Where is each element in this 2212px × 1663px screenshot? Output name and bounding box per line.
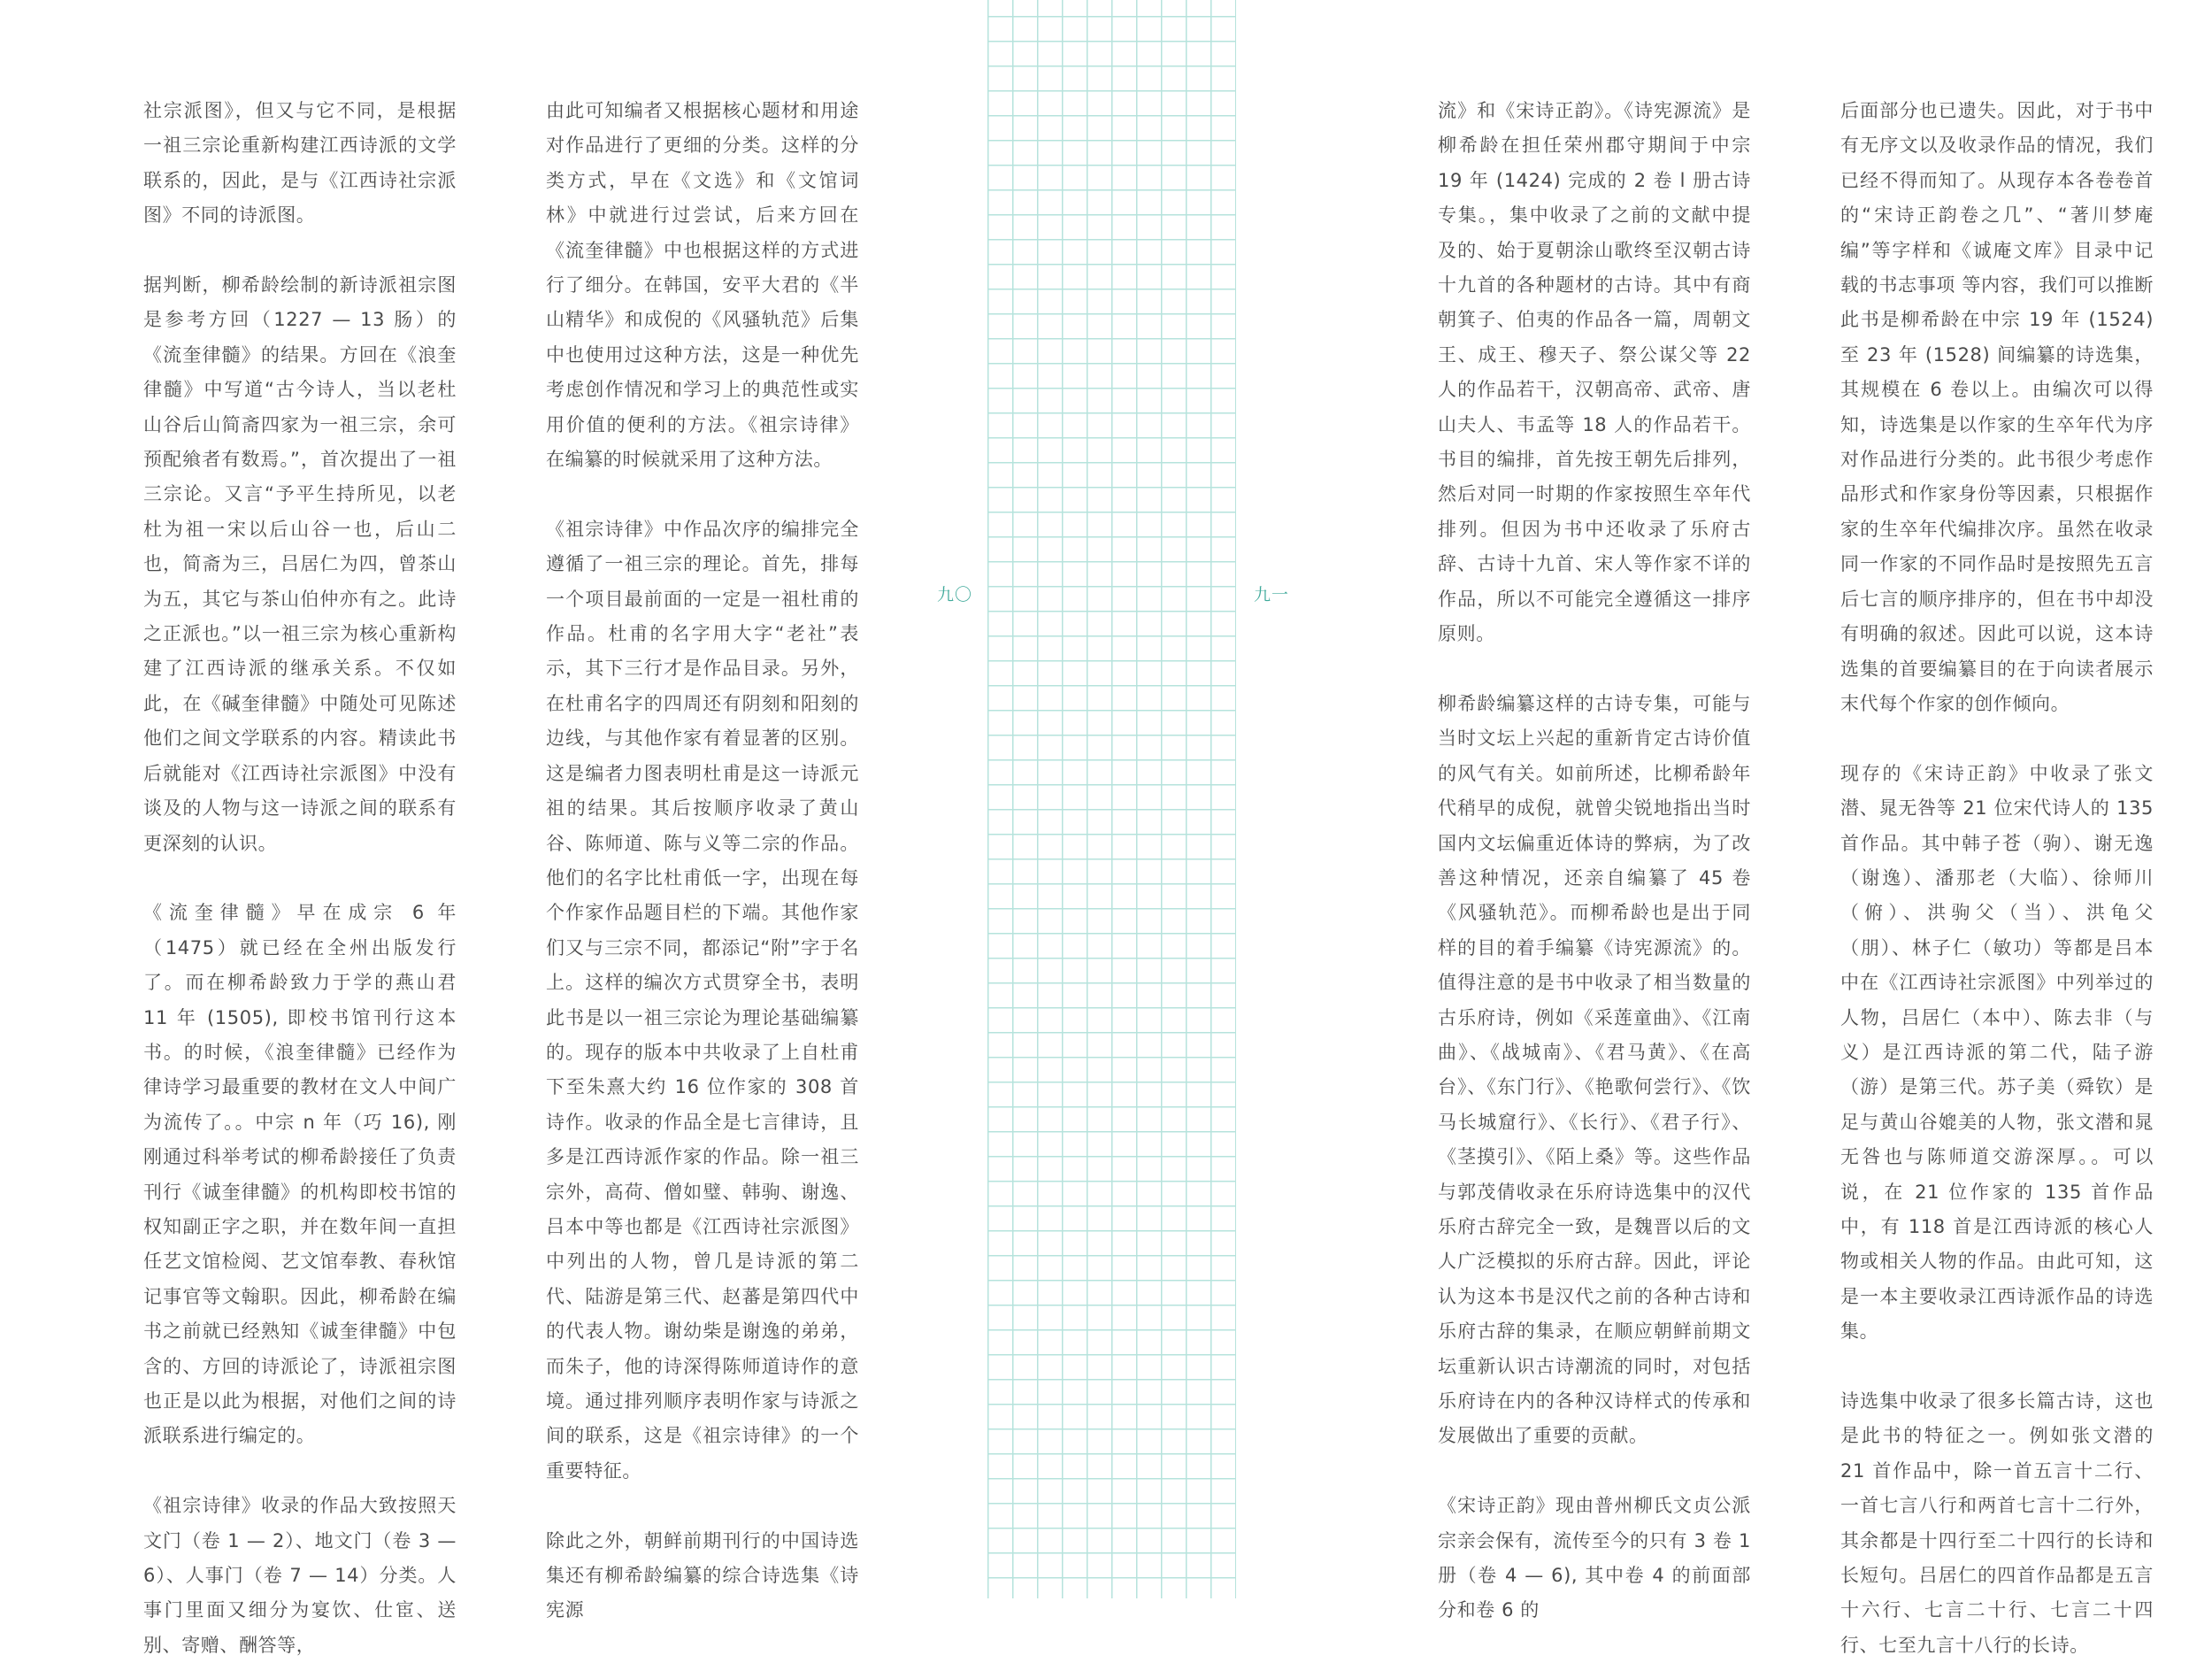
text-column-right-inner xyxy=(1438,94,1751,1628)
text-column-right-outer xyxy=(1840,94,2154,1663)
page-number-right: 九一 xyxy=(1254,585,1290,604)
text-column-left-inner xyxy=(546,94,859,1628)
paragraph: 柳希龄编纂这样的古诗专集，可能与当时文坛上兴起的重新肯定古诗价值的风气有关。如前所述，比柳希龄年代稍早的成倪，就曾尖锐地指出当时国内文坛偏重近体诗的弊病，为了改善这种情况，还亲自编纂了 45 卷《风骚轨范》。而柳希龄也是出于同样的目的着手编纂《诗宪源流》的。值得注意的是书中收录了相当数量的古乐府诗，例如《采莲童曲》、《江南曲》、《战城南》、《君马黄》、《在高台》、《东门行》、《艳歌何尝行》、《饮马长城窟行》、《长行》、《君子行》、《茎摸引》、《陌上桑》等。这些作品与郭茂倩收录在乐府诗选集中的汉代乐府古辞完全一致，是魏晋以后的文人广泛模拟的乐府古辞。因此，评论认为这本书是汉代之前的各种古诗和乐府古辞的集录，在顺应朝鲜前期文坛重新认识古诗潮流的同时，对包括乐府诗在内的各种汉诗样式的传承和发展做出了重要的贡献。 xyxy=(1438,692,1751,1447)
paragraph: 流》和《宋诗正韵》。《诗宪源流》是柳希龄在担任荣州郡守期间于中宗 19 年 (1424) 完成的 2 卷 l 册古诗专集。，集中收录了之前的文献中提及的、始于夏朝涂山歌终至汉朝古诗十九首的各种题材的古诗。其中有商朝箕子、伯夷的作品各一篇，周朝文王、成王、穆天子、祭公谋父等 22 人的作品若干，汉朝高帝、武帝、唐山夫人、韦孟等 18 人的作品若干。书目的编排，首先按王朝先后排列，然后对同一时期的作家按照生卒年代排列。但因为书中还收录了乐府古辞、古诗十九首、宋人等作家不详的作品，所以不可能完全遵循这一排序原则。 xyxy=(1438,100,1751,645)
paragraph: 诗选集中收录了很多长篇古诗，这也是此书的特征之一。例如张文潜的 21 首作品中，除一首五言十二行、一首七言八行和两首七言十二行外，其余都是十四行至二十四行的长诗和长短句。吕居仁的四首作品都是五言十六行、七言二十行、七言二十四行、七至九言十八行的长诗。 xyxy=(1840,1390,2154,1656)
paragraph: 现存的《宋诗正韵》中收录了张文潜、晁无咎等 21 位宋代诗人的 135 首作品。其中韩子苍（驹）、谢无逸（谢逸）、潘那老（大临）、徐师川（俯）、洪驹父（当）、洪龟父（朋）、林子仁（敏功）等都是吕本中在《江西诗社宗派图》中列举过的人物，吕居仁（本中）、陈去非（与义）是江西诗派的第二代，陆子游（游）是第三代。苏子美（舜钦）是足与黄山谷媲美的人物，张文潜和晁无咎也与陈师道交游深厚。。可以说，在 21 位作家的 135 首作品中，有 118 首是江西诗派的核心人物或相关人物的作品。由此可知，这是一本主要收录江西诗派作品的诗选集。 xyxy=(1840,762,2154,1343)
paragraph: 《流奎律髓》早在成宗 6 年（1475）就已经在全州出版发行了。而在柳希龄致力于学的燕山君 11 年 (1505), 即校书馆刊行这本书。的时候，《浪奎律髓》已经作为律诗学习最重要的教材在文人中间广为流传了。。中宗 n 年（巧 16), 刚刚通过科举考试的柳希龄接任了负责刊行《诚奎律髓》的机构即校书馆的权知副正字之职，并在数年间一直担任艺文馆检阅、艺文馆奉教、春秋馆记事官等文翰职。因此，柳希龄在编书之前就已经熟知《诚奎律髓》中包含的、方回的诗派论了，诗派祖宗图也正是以此为根据，对他们之间的诗派联系进行编定的。 xyxy=(143,902,457,1447)
paragraph: 《祖宗诗律》中作品次序的编排完全遵循了一祖三宗的理论。首先，排每一个项目最前面的一定是一祖杜甫的作品。杜甫的名字用大字“老社”表示，其下三行才是作品目录。另外，在杜甫名字的四周还有阴刻和阳刻的边线，与其他作家有着显著的区别。这是编者力图表明杜甫是这一诗派元祖的结果。其后按顺序收录了黄山谷、陈师道、陈与义等二宗的作品。他们的名字比杜甫低一字，出现在每个作家作品题目栏的下端。其他作家们又与三宗不同，都添记“附”字于名上。这样的编次方式贯穿全书，表明此书是以一祖三宗论为理论基础编纂的。现存的版本中共收录了上自杜甫下至朱熹大约 16 位作家的 308 首诗作。收录的作品全是七言律诗，且多是江西诗派作家的作品。除一祖三宗外，高荷、僧如璧、韩驹、谢逸、吕本中等也都是《江西诗社宗派图》中列出的人物，曾几是诗派的第二代、陆游是第三代、赵蕃是第四代中的代表人物。谢幼柴是谢逸的弟弟，而朱子，他的诗深得陈师道诗作的意境。通过排列顺序表明作家与诗派之间的联系，这是《祖宗诗律》的一个重要特征。 xyxy=(546,518,859,1482)
paragraph: 除此之外，朝鲜前期刊行的中国诗选集还有柳希龄编纂的综合诗选集《诗宪源 xyxy=(546,1529,859,1621)
paragraph: 后面部分也已遗失。因此，对于书中有无序文以及收录作品的情况，我们已经不得而知了。从现存本各卷卷首的“宋诗正韵卷之几”、“著川梦庵编”等字样和《诚庵文库》目录中记载的书志事项 等内容，我们可以推断此书是柳希龄在中宗 19 年 (1524) 至 23 年 (1528) 间编纂的诗选集，其规模在 6 卷以上。由编次可以得知，诗选集是以作家的生卒年代为序对作品进行分类的。此书很少考虑作品形式和作家身份等因素，只根据作家的生卒年代编排次序。虽然在收录同一作家的不同作品时是按照先五言后七言的顺序排序的，但在书中却没有明确的叙述。因此可以说，这本诗选集的首要编纂目的在于向读者展示末代每个作家的创作倾向。 xyxy=(1840,100,2154,714)
grid-paper-gutter xyxy=(987,0,1236,1598)
paragraph: 《宋诗正韵》现由普州柳氏文贞公派宗亲会保有，流传至今的只有 3 卷 1 册（卷 4 — 6), 其中卷 4 的前面部分和卷 6 的 xyxy=(1438,1495,1751,1621)
text-column-left-outer xyxy=(143,94,457,1663)
paragraph: 由此可知编者又根据核心题材和用途对作品进行了更细的分类。这样的分类方式，早在《文选》和《文馆词林》中就进行过尝试，后来方回在《流奎律髓》中也根据这样的方式进行了细分。在韩国，安平大君的《半山精华》和成倪的《风骚轨范》后集中也使用过这种方法，这是一种优先考虑创作情况和学习上的典范性或实用价值的便利的方法。《祖宗诗律》在编纂的时候就采用了这种方法。 xyxy=(546,100,859,471)
page-number-left: 九〇 xyxy=(937,585,973,604)
paragraph: 社宗派图》，但又与它不同，是根据一祖三宗论重新构建江西诗派的文学联系的，因此，是与《江西诗社宗派图》不同的诗派图。 xyxy=(143,100,457,227)
paragraph: 《祖宗诗律》收录的作品大致按照天文门（卷 1 — 2）、地文门（卷 3 — 6）、人事门（卷 7 — 14）分类。人事门里面又细分为宴饮、仕宦、送别、寄赠、酬答等， xyxy=(143,1495,457,1656)
paragraph: 据判断，柳希龄绘制的新诗派祖宗图是参考方回（1227 — 13 肠）的《流奎律髓》的结果。方回在《浪奎律髓》中写道“古今诗人，当以老杜山谷后山简斋四家为一祖三宗，余可预配飨者有数焉。”，首次提出了一祖三宗论。又言“予平生持所见，以老杜为祖一宋以后山谷一也，后山二也，简斋为三，吕居仁为四，曾茶山为五，其它与茶山伯仲亦有之。此诗之正派也。”以一祖三宗为核心重新构建了江西诗派的继承关系。不仅如此，在《碱奎律髓》中随处可见陈述他们之间文学联系的内容。精读此书后就能对《江西诗社宗派图》中没有谈及的人物与这一诗派之间的联系有更深刻的认识。 xyxy=(143,274,457,854)
